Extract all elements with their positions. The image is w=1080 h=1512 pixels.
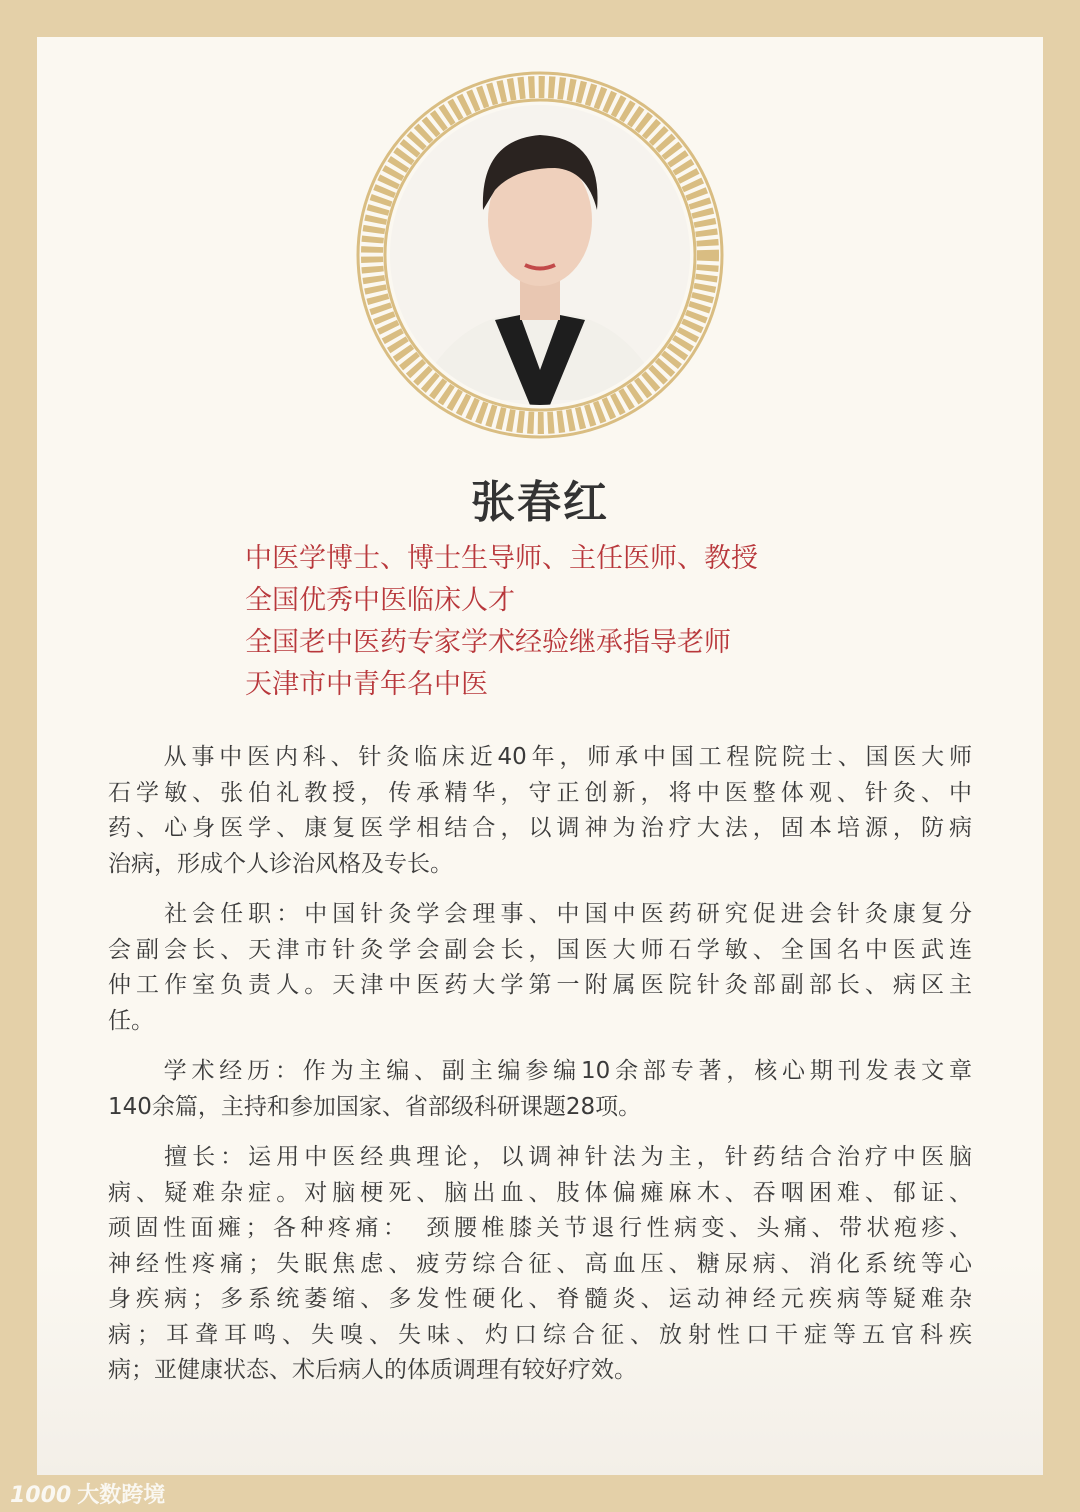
doctor-name: 张春红 [471,477,609,528]
doctor-titles [245,538,758,706]
watermark-text: 大数跨境 [77,1483,166,1508]
text-line: 病；耳聋耳鸣、失嗅、失味、灼口综合征、放射性口干症等五官科疾 [108,1321,972,1348]
paragraph-academic [108,1054,972,1125]
text-line: 任。 [108,1007,154,1034]
text-line: 神经性疼痛；失眠焦虑、疲劳综合征、高血压、糖尿病、消化系统等心 [108,1250,972,1277]
text-line: 140余篇，主持和参加国家、省部级科研课题28项。 [108,1093,642,1120]
paragraph-social-roles [108,897,972,1039]
portrait-medallion [355,70,725,440]
title-line: 天津市中青年名中医 [245,669,488,700]
text-line: 会副会长、天津市针灸学会副会长，国医大师石学敏、全国名中医武连 [108,936,972,963]
text-line: 药、心身医学、康复医学相结合，以调神为治疗大法，固本培源，防病 [108,815,972,841]
text-line: 学术经历：作为主编、副主编参编10余部专著，核心期刊发表文章 [108,1058,972,1084]
text-line: 顽固性面瘫；各种疼痛： 颈腰椎膝关节退行性病变、头痛、带状疱疹、 [108,1215,972,1241]
title-line: 中医学博士、博士生导师、主任医师、教授 [245,543,758,574]
paragraph-specialties [108,1140,972,1389]
paragraph-experience [108,740,972,882]
text-line: 病；亚健康状态、术后病人的体质调理有较好疗效。 [108,1357,637,1383]
text-line: 从事中医内科、针灸临床近40年，师承中国工程院院士、国医大师 [108,744,972,770]
text-line: 仲工作室负责人。天津中医药大学第一附属医院针灸部副部长、病区主 [108,972,972,998]
watermark [10,1478,165,1509]
text-line: 社会任职：中国针灸学会理事、中国中医药研究促进会针灸康复分 [108,901,972,927]
text-line: 身疾病；多系统萎缩、多发性硬化、脊髓炎、运动神经元疾病等疑难杂 [108,1286,972,1312]
text-line: 石学敏、张伯礼教授，传承精华，守正创新，将中医整体观、针灸、中 [108,779,972,806]
text-line: 治病，形成个人诊治风格及专长。 [108,850,453,877]
text-line: 擅长：运用中医经典理论，以调神针法为主，针药结合治疗中医脑 [108,1144,972,1170]
biography [108,740,972,1404]
watermark-logo: 1000 [10,1483,72,1508]
title-line: 全国老中医药专家学术经验继承指导老师 [245,627,731,658]
title-line: 全国优秀中医临床人才 [245,585,515,616]
text-line: 病、疑难杂症。对脑梗死、脑出血、肢体偏瘫麻木、吞咽困难、郁证、 [108,1179,972,1206]
